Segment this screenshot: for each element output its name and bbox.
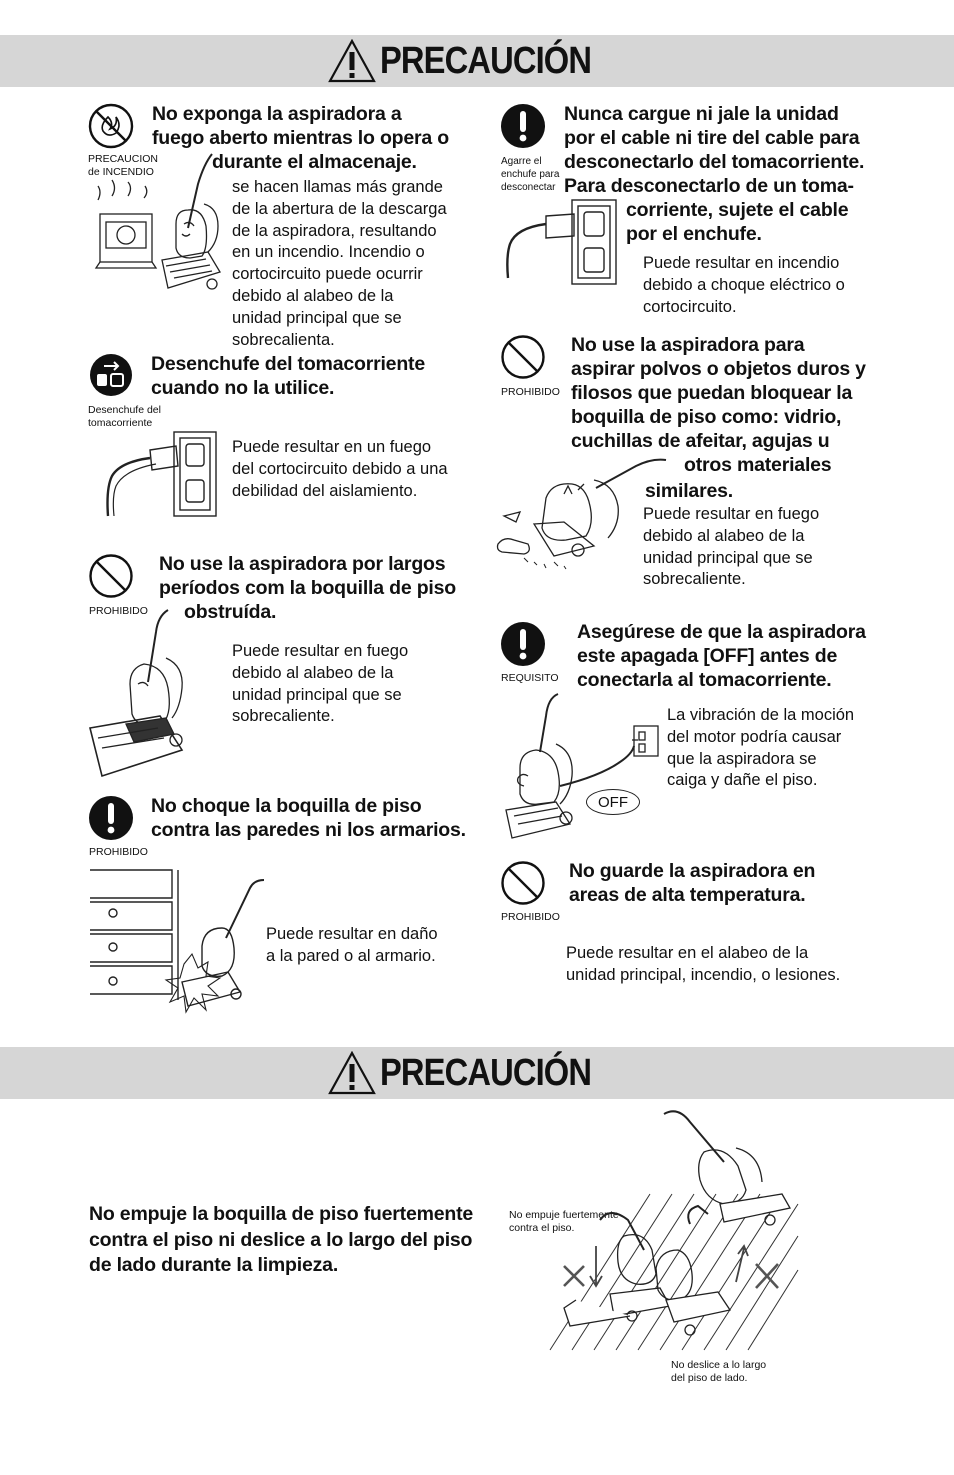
- off-switch-label: [586, 789, 640, 815]
- walls-heading-line: contra las paredes ni los armarios.: [151, 819, 466, 841]
- fire-body-line: de la aspiradora, resultando: [232, 221, 437, 240]
- off-body-line: del motor podría causar: [667, 727, 842, 746]
- cord-icon-label: Agarre el enchufe para desconectar: [501, 156, 560, 193]
- debris-icon-label: PROHIBIDO: [501, 386, 560, 398]
- unplug-heading: [151, 352, 425, 400]
- cord-body-line: cortocircuito.: [643, 297, 737, 316]
- floor-heading-line: No empuje la boquilla de piso fuertemente: [89, 1203, 474, 1225]
- warning-triangle-icon: [328, 1051, 376, 1095]
- blocked-body-line: Puede resultar en fuego: [232, 642, 409, 660]
- fire-body-line: en un incendio. Incendio o: [232, 243, 425, 262]
- blocked-body-line: sobrecaliente.: [232, 707, 335, 726]
- cord-heading-line: por el cable ni tire del cable para: [564, 127, 860, 149]
- off-heading-line: este apagada [OFF] antes de: [577, 645, 838, 667]
- cord-heading-line: Nunca cargue ni jale la unidad: [564, 103, 839, 125]
- top-banner: [0, 35, 954, 87]
- cord-body-line: debido a choque eléctrico o: [643, 275, 845, 294]
- fire-body-line: se hacen llamas más grande: [232, 178, 443, 196]
- banner-title: PRECAUCIÓN: [380, 1052, 592, 1094]
- debris-heading-line: otros materiales: [684, 454, 832, 476]
- fire-body-line: de la abertura de la descarga: [232, 199, 447, 218]
- floor-heading-line: contra el piso ni deslice a lo largo del piso: [89, 1228, 473, 1251]
- prohibited-icon: [500, 860, 546, 906]
- blocked-body: [232, 641, 408, 728]
- heat-body-line: Puede resultar en el alabeo de la: [566, 944, 809, 962]
- debris-heading-line: cuchillas de afeitar, agujas u: [571, 430, 830, 452]
- cord-heading-line: Para desconectarlo de un toma-: [564, 175, 854, 197]
- blocked-body-line: unidad principal que se: [232, 685, 402, 704]
- heater-vacuum-illustration: [92, 152, 232, 302]
- off-heading-line: conectarla al tomacorriente.: [577, 669, 832, 691]
- banner-title: PRECAUCIÓN: [380, 40, 592, 82]
- caption-slide: No deslice a lo largo del piso de lado.: [671, 1359, 767, 1384]
- off-body-line: que la aspiradora se: [667, 749, 817, 768]
- no-fire-icon: [88, 103, 134, 149]
- vacuum-off-outlet-illustration: [500, 692, 666, 842]
- unplug-heading-line: Desenchufe del tomacorriente: [151, 353, 425, 375]
- caption-push: No empuje fuertemente contra el piso.: [509, 1209, 619, 1234]
- fire-body: [232, 177, 447, 351]
- off-body-line: La vibración de la moción: [667, 706, 855, 724]
- debris-heading-line: No use la aspiradora para: [571, 334, 805, 356]
- cord-heading-line: desconectarlo del tomacorriente.: [564, 151, 865, 173]
- heat-heading-line: No guarde la aspiradora en: [569, 860, 816, 882]
- debris-heading-tail: similares.: [645, 480, 733, 502]
- heat-heading-line: areas de alta temperatura.: [569, 884, 806, 906]
- walls-body: [266, 924, 438, 968]
- vacuum-blocked-nozzle-illustration: [86, 608, 196, 780]
- blocked-body-line: debido al alabeo de la: [232, 663, 394, 682]
- unplug-body: [232, 437, 448, 502]
- debris-body-line: debido al alabeo de la: [643, 526, 805, 545]
- heat-body: [566, 943, 840, 987]
- debris-body-line: unidad principal que se: [643, 548, 813, 567]
- debris-body: [643, 504, 819, 591]
- fire-heading-2: fuego aberto mientras lo opera o: [152, 127, 449, 149]
- heat-icon-label: PROHIBIDO: [501, 911, 560, 923]
- walls-body-line: Puede resultar en daño: [266, 925, 438, 943]
- fire-heading-3: durante el almacenaje.: [212, 151, 417, 173]
- cord-body-line: Puede resultar en incendio: [643, 254, 840, 272]
- floor-heading-line: de lado durante la limpieza.: [89, 1254, 339, 1276]
- fire-body-line: unidad principal que se: [232, 308, 402, 327]
- cord-heading-line: por el enchufe.: [626, 223, 762, 245]
- blocked-heading-line: obstruída.: [184, 601, 277, 623]
- unplug-icon-label: Desenchufe del tomacorriente: [88, 404, 161, 429]
- cord-body: [643, 253, 845, 318]
- walls-heading-line: No choque la boquilla de piso: [151, 795, 422, 817]
- fire-body-line: debido al alabeo de la: [232, 286, 394, 305]
- unplug-body-line: Puede resultar en un fuego: [232, 438, 432, 456]
- blocked-heading-line: períodos com la boquilla de piso: [159, 577, 456, 599]
- blocked-icon-label: PROHIBIDO: [89, 605, 148, 617]
- exclamation-icon: [88, 795, 134, 841]
- off-heading: [577, 620, 866, 692]
- heat-body-line: unidad principal, incendio, o lesiones.: [566, 965, 841, 984]
- blocked-heading: [159, 552, 456, 624]
- wall-outlet-illustration: [104, 428, 220, 520]
- prohibited-icon: [500, 334, 546, 380]
- unplug-body-line: debilidad del aislamiento.: [232, 481, 418, 500]
- prohibited-icon: [88, 553, 134, 599]
- blocked-heading-line: No use la aspiradora por largos: [159, 553, 446, 575]
- cabinet-wall-illustration: [86, 866, 266, 1024]
- off-heading-line: Asegúrese de que la aspiradora: [577, 621, 866, 643]
- cord-heading-line: corriente, sujete el cable: [626, 199, 849, 221]
- fire-heading-1: No exponga la aspiradora a: [152, 103, 402, 125]
- walls-heading: [151, 794, 466, 842]
- fire-icon-label: PRECAUCION de INCENDIO: [88, 153, 159, 178]
- debris-heading-line: filosos que puedan bloquear la: [571, 382, 853, 404]
- walls-icon-label: PROHIBIDO: [89, 846, 148, 858]
- fire-body-line: cortocircuito puede ocurrir: [232, 265, 423, 284]
- heat-heading: [569, 859, 815, 907]
- debris-body-line: sobrecaliente.: [643, 570, 746, 589]
- debris-heading-line: boquilla de piso como: vidrio,: [571, 406, 842, 428]
- debris-heading-line: aspirar polvos o objetos duros y: [571, 358, 866, 380]
- exclamation-icon: [500, 103, 546, 149]
- wall-outlet-cord-illustration: [504, 196, 620, 288]
- off-switch-text: OFF: [598, 793, 628, 811]
- unplug-icon: [88, 352, 134, 398]
- warning-triangle-icon: [328, 39, 376, 83]
- exclamation-icon: [500, 621, 546, 667]
- floor-heading: [89, 1202, 473, 1279]
- debris-body-line: Puede resultar en fuego: [643, 505, 820, 523]
- off-body: [667, 705, 854, 792]
- unplug-heading-line: cuando no la utilice.: [151, 377, 335, 399]
- fire-body-line: sobrecalienta.: [232, 330, 335, 349]
- off-icon-label: REQUISITO: [501, 672, 559, 684]
- off-body-line: caiga y dañe el piso.: [667, 771, 818, 790]
- unplug-body-line: del cortocircuito debido a una: [232, 459, 448, 478]
- bottom-banner: [0, 1047, 954, 1099]
- floor-misuse-illustration: [540, 1104, 802, 1356]
- walls-body-line: a la pared o al armario.: [266, 946, 436, 965]
